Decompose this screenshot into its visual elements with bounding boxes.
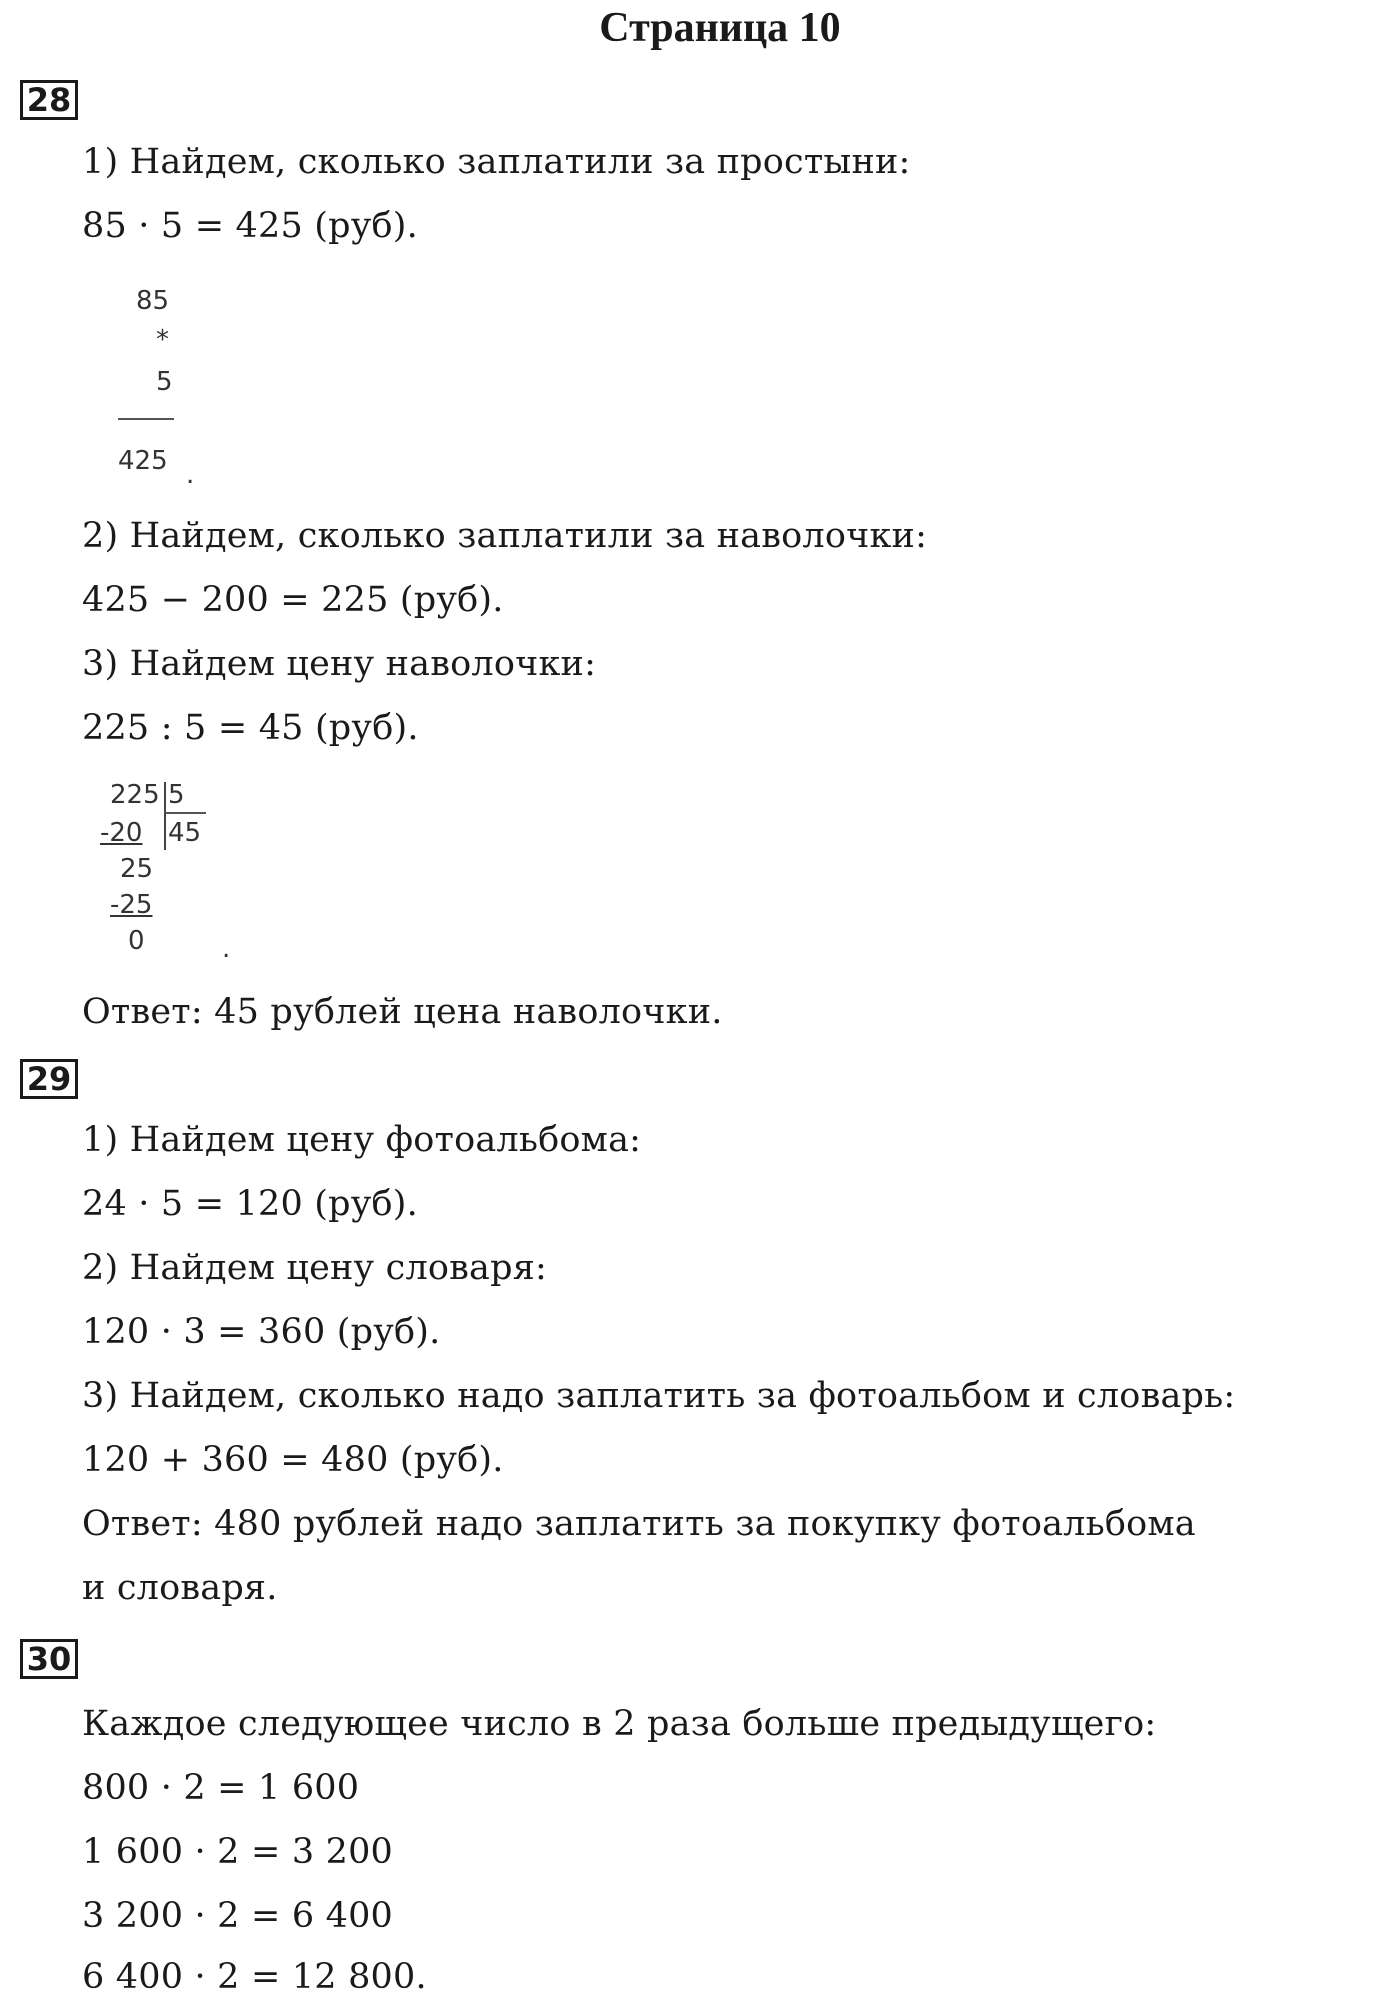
mult-dot: . <box>186 460 195 490</box>
problem-28-equation-3: 225 : 5 = 45 (руб). <box>82 708 419 748</box>
problem-29-equation-2: 120 · 3 = 360 (руб). <box>82 1312 441 1352</box>
div-remainder-2: 0 <box>128 926 145 956</box>
problem-30-equation-3: 3 200 · 2 = 6 400 <box>82 1896 394 1936</box>
mult-operator: * <box>156 325 169 355</box>
problem-28-step-3: 3) Найдем цену наволочки: <box>82 644 597 684</box>
problem-28-number-badge: 28 <box>20 80 78 120</box>
problem-30-statement: Каждое следующее число в 2 раза больше предыдущего: <box>82 1704 1157 1744</box>
problem-28-answer: Ответ: 45 рублей цена наволочки. <box>82 992 723 1032</box>
problem-29-number-badge: 29 <box>20 1059 78 1099</box>
div-divisor: 5 <box>168 780 185 810</box>
div-subtrahend-2: -25 <box>110 890 153 920</box>
problem-29-answer-line-1: Ответ: 480 рублей надо заплатить за покупку фотоальбома <box>82 1504 1196 1544</box>
problem-30-equation-1: 800 · 2 = 1 600 <box>82 1768 360 1808</box>
problem-28-equation-1: 85 · 5 = 425 (руб). <box>82 206 418 246</box>
div-remainder-1: 25 <box>120 854 154 884</box>
mult-rule <box>118 418 174 420</box>
mult-factor-b: 5 <box>156 367 173 397</box>
div-quotient: 45 <box>168 818 202 848</box>
problem-28-step-2: 2) Найдем, сколько заплатили за наволочки: <box>82 516 928 556</box>
mult-result: 425 <box>118 446 168 476</box>
div-dot: . <box>222 934 231 964</box>
problem-29-equation-3: 120 + 360 = 480 (руб). <box>82 1440 504 1480</box>
problem-29-step-2: 2) Найдем цену словаря: <box>82 1248 548 1288</box>
div-subtrahend-1: -20 <box>100 818 143 848</box>
problem-30-equation-2: 1 600 · 2 = 3 200 <box>82 1832 394 1872</box>
problem-29-step-1: 1) Найдем цену фотоальбома: <box>82 1120 642 1160</box>
div-divisor-rule <box>166 812 206 814</box>
mult-factor-a: 85 <box>136 286 170 316</box>
problem-29-step-3: 3) Найдем, сколько надо заплатить за фотоальбом и словарь: <box>82 1376 1236 1416</box>
page-title: Страница 10 <box>599 5 841 51</box>
div-vertical-bar <box>164 782 166 850</box>
problem-30-equation-4: 6 400 · 2 = 12 800. <box>82 1957 427 1997</box>
problem-29-equation-1: 24 · 5 = 120 (руб). <box>82 1184 418 1224</box>
div-dividend: 225 <box>110 780 160 810</box>
problem-29-answer-line-2: и словаря. <box>82 1568 278 1608</box>
problem-28-step-1: 1) Найдем, сколько заплатили за простыни: <box>82 142 911 182</box>
problem-28-equation-2: 425 − 200 = 225 (руб). <box>82 580 504 620</box>
problem-30-number-badge: 30 <box>20 1639 78 1679</box>
